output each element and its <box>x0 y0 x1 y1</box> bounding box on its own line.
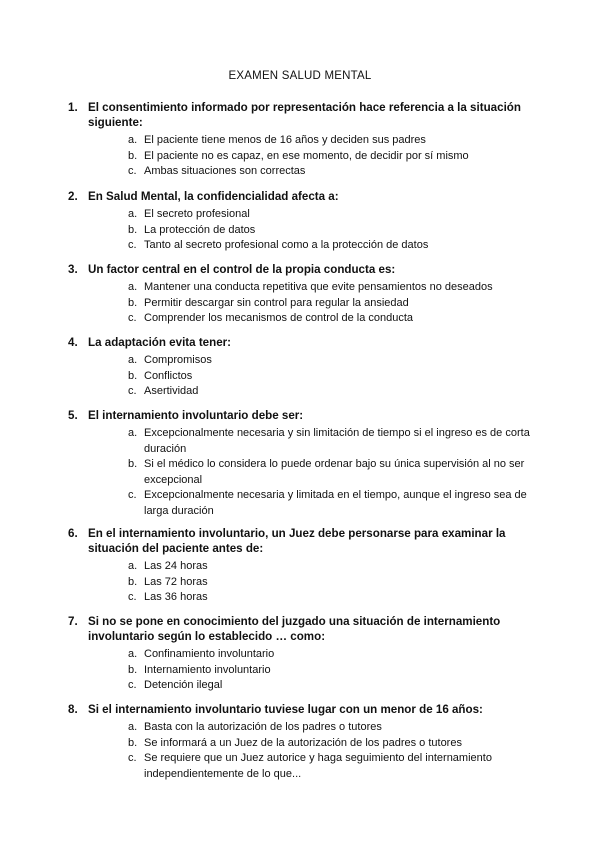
option-b <box>88 736 538 752</box>
option-text: Confinamiento involuntario <box>144 648 275 660</box>
question-text: En Salud Mental, la confidencialidad afecta a: <box>88 190 339 203</box>
option-letter: a. <box>128 427 138 439</box>
option-text: El secreto profesional <box>144 208 250 220</box>
option-text: Compromisos <box>144 354 212 366</box>
option-text: Comprender los mecanismos de control de la conducta <box>144 312 414 324</box>
option-letter: a. <box>128 648 138 660</box>
option-letter: c. <box>128 239 137 251</box>
option-a <box>88 353 538 369</box>
option-text: Basta con la autorización de los padres o tutores <box>144 721 382 733</box>
option-b <box>88 575 538 591</box>
page-title: EXAMEN SALUD MENTAL <box>228 70 372 82</box>
option-letter: a. <box>128 134 138 146</box>
option-letter: a. <box>128 208 138 220</box>
question-8 <box>68 702 538 782</box>
option-letter: b. <box>128 575 138 588</box>
question-number: 7. <box>68 615 78 628</box>
option-text: Ambas situaciones son correctas <box>144 165 306 177</box>
option-b <box>88 457 538 488</box>
option-a <box>88 207 538 223</box>
option-text: Internamiento involuntario <box>144 663 271 676</box>
option-c <box>88 751 538 782</box>
question-6 <box>68 526 538 606</box>
option-letter: c. <box>128 591 137 603</box>
option-a <box>88 720 538 736</box>
option-letter: c. <box>128 165 137 177</box>
option-a <box>88 426 538 457</box>
question-text: Si el internamiento involuntario tuviese lugar con un menor de 16 años: <box>88 703 483 716</box>
question-text: Si no se pone en conocimiento del juzgado una situación de internamiento involuntario según lo establecido … como: <box>88 615 501 643</box>
question-5 <box>68 408 538 519</box>
option-letter: c. <box>128 385 137 397</box>
option-a <box>88 133 538 149</box>
question-text: Un factor central en el control de la propia conducta es: <box>88 263 396 276</box>
option-text: El paciente no es capaz, en ese momento, de decidir por sí mismo <box>144 149 469 162</box>
option-letter: a. <box>128 560 138 572</box>
option-c <box>88 678 538 694</box>
question-number: 5. <box>68 409 78 422</box>
question-number: 1. <box>68 101 78 114</box>
question-number: 2. <box>68 190 78 203</box>
option-text: Excepcionalmente necesaria y limitada en el tiempo, aunque el ingreso sea de larga duración <box>144 489 527 517</box>
question-1 <box>68 100 538 180</box>
option-letter: a. <box>128 281 138 293</box>
question-number: 3. <box>68 263 78 276</box>
question-4 <box>68 335 538 400</box>
option-c <box>88 311 538 327</box>
option-a <box>88 647 538 663</box>
option-letter: a. <box>128 721 138 733</box>
option-letter: a. <box>128 354 138 366</box>
option-letter: b. <box>128 149 138 162</box>
option-text: Conflictos <box>144 369 193 382</box>
option-b <box>88 296 538 312</box>
option-text: La protección de datos <box>144 223 256 236</box>
option-text: Permitir descargar sin control para regular la ansiedad <box>144 296 409 309</box>
option-text: Mantener una conducta repetitiva que evite pensamientos no deseados <box>144 281 493 293</box>
option-text: Excepcionalmente necesaria y sin limitación de tiempo si el ingreso es de corta duración <box>144 427 530 455</box>
question-7 <box>68 614 538 694</box>
question-text: En el internamiento involuntario, un Juez debe personarse para examinar la situación del paciente antes de: <box>88 527 506 555</box>
question-number: 8. <box>68 703 78 716</box>
option-text: Se requiere que un Juez autorice y haga seguimiento del internamiento independientemente de lo que... <box>144 752 492 780</box>
option-b <box>88 149 538 165</box>
option-letter: b. <box>128 663 138 676</box>
option-text: Las 24 horas <box>144 560 208 572</box>
option-text: Detención ilegal <box>144 679 223 691</box>
option-b <box>88 369 538 385</box>
question-text: La adaptación evita tener: <box>88 336 232 349</box>
option-b <box>88 223 538 239</box>
option-b <box>88 663 538 679</box>
option-letter: b. <box>128 223 138 236</box>
option-text: Se informará a un Juez de la autorización de los padres o tutores <box>144 736 462 749</box>
option-c <box>88 488 538 519</box>
option-letter: c. <box>128 489 137 501</box>
question-text: El internamiento involuntario debe ser: <box>88 409 304 422</box>
option-letter: b. <box>128 296 138 309</box>
option-text: Si el médico lo considera lo puede ordenar bajo su única supervisión al no ser excepcional <box>144 458 525 486</box>
question-text: El consentimiento informado por representación hace referencia a la situación siguiente: <box>88 101 521 129</box>
option-text: Las 72 horas <box>144 575 208 588</box>
option-letter: b. <box>128 369 138 382</box>
option-text: Asertividad <box>144 385 199 397</box>
option-a <box>88 280 538 296</box>
option-letter: c. <box>128 752 137 764</box>
question-3 <box>68 262 538 327</box>
option-c <box>88 164 538 180</box>
option-c <box>88 384 538 400</box>
question-2 <box>68 189 538 254</box>
question-number: 6. <box>68 527 78 540</box>
option-text: Tanto al secreto profesional como a la protección de datos <box>144 239 429 251</box>
option-letter: b. <box>128 458 138 470</box>
option-c <box>88 238 538 254</box>
option-text: Las 36 horas <box>144 591 208 603</box>
option-a <box>88 559 538 575</box>
question-number: 4. <box>68 336 78 349</box>
option-letter: c. <box>128 679 137 691</box>
option-c <box>88 590 538 606</box>
option-letter: c. <box>128 312 137 324</box>
option-letter: b. <box>128 736 138 749</box>
option-text: El paciente tiene menos de 16 años y deciden sus padres <box>144 134 426 146</box>
